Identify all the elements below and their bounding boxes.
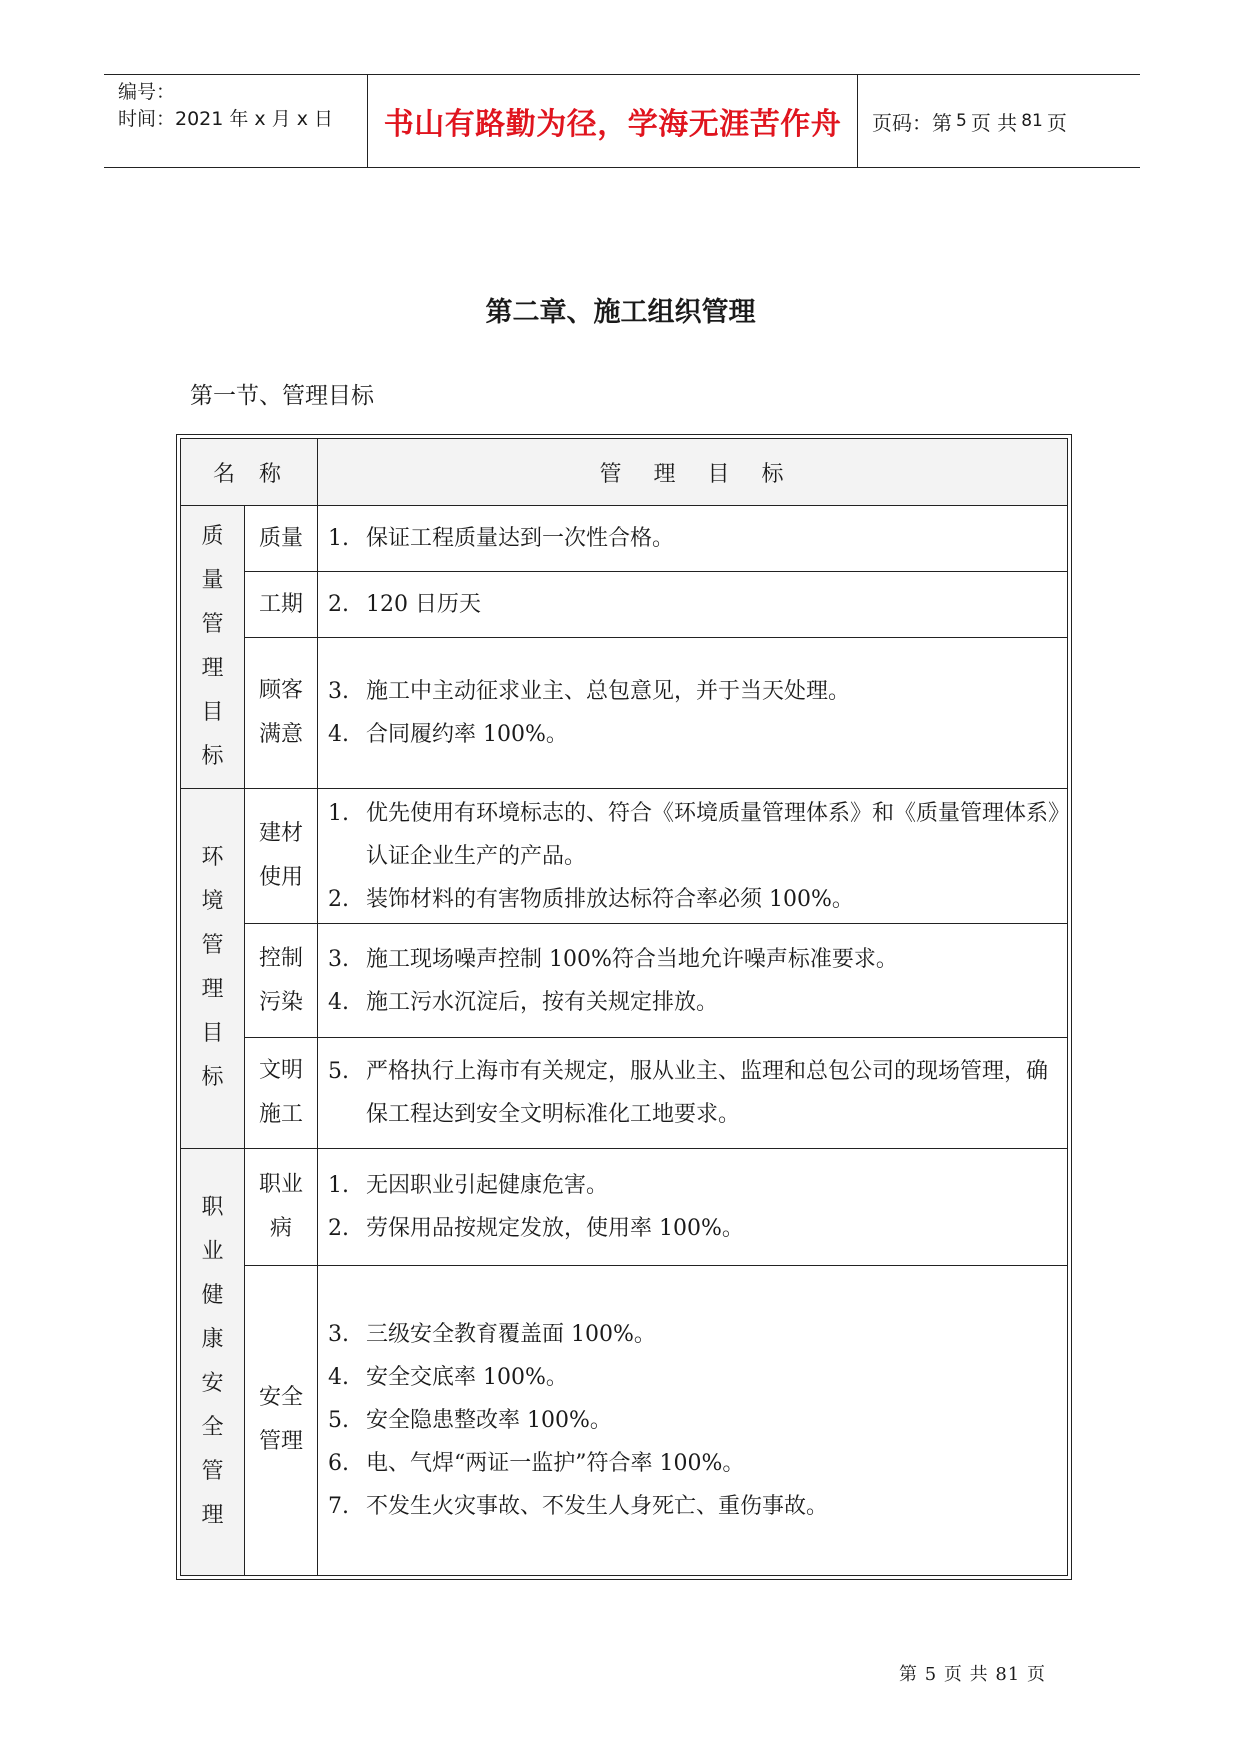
category-char: 目 — [201, 1021, 224, 1047]
section-title: 第一节、管理目标 — [190, 383, 374, 409]
goal-item-number: 3. — [328, 946, 350, 972]
goal-item — [328, 1356, 1061, 1399]
goal-item — [328, 1485, 1061, 1528]
table-row — [181, 924, 1068, 1038]
category-char: 目 — [201, 700, 224, 726]
subcategory-label: 控制污染 — [259, 945, 304, 1015]
category-char: 职 — [201, 1194, 224, 1220]
subcategory-label: 文明施工 — [259, 1058, 304, 1128]
goal-cell — [318, 506, 1068, 572]
table-row — [181, 1038, 1068, 1148]
goal-item — [328, 1207, 1061, 1250]
subcategory-label: 职业病 — [259, 1171, 304, 1241]
goal-item-text: 施工中主动征求业主、总包意见，并于当天处理。 — [366, 679, 851, 705]
management-goals-table — [176, 434, 1072, 1580]
goal-item-number: 5. — [328, 1407, 350, 1433]
goal-cell — [318, 572, 1068, 638]
goal-item — [328, 1050, 1061, 1136]
goal-item-number: 4. — [328, 722, 350, 748]
goal-item — [328, 878, 1061, 921]
table-row — [181, 789, 1068, 924]
category-char: 境 — [201, 889, 224, 915]
subcategory-cell — [245, 1265, 318, 1575]
goal-item-text: 无因职业引起健康危害。 — [366, 1172, 609, 1198]
subcategory-label: 安全管理 — [259, 1385, 304, 1455]
category-char: 标 — [201, 744, 224, 770]
goal-item — [328, 938, 1061, 981]
page-header — [104, 74, 1140, 168]
subcategory-cell — [245, 924, 318, 1038]
category-char: 管 — [201, 1458, 224, 1484]
serial-label: 编号： — [118, 81, 176, 103]
subcategory-cell — [245, 638, 318, 789]
subcategory-label: 质量 — [259, 525, 304, 551]
category-char: 理 — [201, 656, 224, 682]
category-char: 健 — [201, 1282, 224, 1308]
goal-item-text: 严格执行上海市有关规定，服从业主、监理和总包公司的现场管理，确保工程达到安全文明标准化工地要求。 — [366, 1059, 1049, 1128]
subcategory-cell — [245, 572, 318, 638]
page-mid: 页 共 — [970, 110, 1018, 135]
page-total: 81 — [1021, 111, 1043, 131]
category-char: 标 — [201, 1065, 224, 1091]
category-char: 康 — [201, 1326, 224, 1352]
subcategory-cell — [245, 1148, 318, 1265]
goal-item-text: 安全交底率 100%。 — [366, 1364, 568, 1390]
goal-item-text: 劳保用品按规定发放，使用率 100%。 — [366, 1215, 744, 1241]
subcategory-label: 顾客满意 — [259, 678, 304, 748]
header-motto: 书山有路勤为径，学海无涯苦作舟 — [368, 75, 858, 167]
goal-item — [328, 517, 1061, 560]
header-meta — [104, 75, 368, 167]
page-current: 5 — [956, 111, 967, 131]
goal-item — [328, 713, 1061, 756]
goal-item-text: 优先使用有环境标志的、符合《环境质量管理体系》和《质量管理体系》认证企业生产的产品。 — [366, 800, 1060, 869]
goal-item-text: 安全隐患整改率 100%。 — [366, 1407, 612, 1433]
subcategory-label: 建材使用 — [259, 821, 304, 891]
table-row — [181, 1148, 1068, 1265]
category-char: 环 — [201, 845, 224, 871]
category-cell — [181, 1148, 245, 1575]
column-header-goal: 管理目标 — [318, 439, 1068, 506]
goal-item-text: 电、气焊“两证一监护”符合率 100%。 — [366, 1450, 745, 1476]
category-char: 理 — [201, 977, 224, 1003]
table-row — [181, 572, 1068, 638]
subcategory-cell — [245, 789, 318, 924]
page-footer: 第 5 页 共 81 页 — [899, 1664, 1046, 1685]
goal-item-text: 合同履约率 100%。 — [366, 722, 568, 748]
goal-item-number: 7. — [328, 1493, 350, 1519]
goal-item-text: 不发生火灾事故、不发生人身死亡、重伤事故。 — [366, 1493, 829, 1519]
goal-cell — [318, 638, 1068, 789]
goal-cell — [318, 1148, 1068, 1265]
page-suffix: 页 — [1046, 110, 1067, 135]
goal-cell — [318, 789, 1068, 924]
goal-item — [328, 670, 1061, 713]
goal-item-number: 1. — [328, 1172, 350, 1198]
goal-item-text: 120 日历天 — [366, 592, 482, 618]
goal-item-number: 5. — [328, 1059, 350, 1085]
goal-item-number: 2. — [328, 1215, 350, 1241]
table-row — [181, 638, 1068, 789]
goal-item — [328, 1313, 1061, 1356]
time-label: 时间：2021 年 x 月 x 日 — [118, 108, 334, 130]
page-prefix: 页码：第 — [872, 110, 952, 135]
goal-item — [328, 981, 1061, 1024]
category-char: 量 — [201, 568, 224, 594]
category-char: 安 — [201, 1370, 224, 1396]
goal-cell — [318, 1038, 1068, 1148]
goal-item — [328, 792, 1061, 878]
goal-item-number: 3. — [328, 1321, 350, 1347]
subcategory-label: 工期 — [259, 591, 304, 617]
subcategory-cell — [245, 1038, 318, 1148]
goal-item-number: 4. — [328, 989, 350, 1015]
goal-item — [328, 1164, 1061, 1207]
subcategory-cell — [245, 506, 318, 572]
table-row — [181, 506, 1068, 572]
goal-item-text: 装饰材料的有害物质排放达标符合率必须 100%。 — [366, 886, 854, 912]
goal-item-number: 6. — [328, 1450, 350, 1476]
goal-item-text: 施工污水沉淀后，按有关规定排放。 — [366, 989, 719, 1015]
goal-item-number: 1. — [328, 800, 350, 826]
category-char: 管 — [201, 933, 224, 959]
goal-item-number: 2. — [328, 886, 350, 912]
goal-item — [328, 1442, 1061, 1485]
category-char: 管 — [201, 612, 224, 638]
goal-item-text: 三级安全教育覆盖面 100%。 — [366, 1321, 656, 1347]
goal-item — [328, 583, 1061, 626]
goal-item-text: 保证工程质量达到一次性合格。 — [366, 526, 675, 552]
goal-item-number: 1. — [328, 526, 350, 552]
table-row — [181, 1265, 1068, 1575]
goal-item-number: 2. — [328, 592, 350, 618]
goal-item-text: 施工现场噪声控制 100%符合当地允许噪声标准要求。 — [366, 946, 898, 972]
goal-item-number: 4. — [328, 1364, 350, 1390]
category-char: 业 — [201, 1238, 224, 1264]
category-cell — [181, 789, 245, 1148]
goal-item — [328, 1399, 1061, 1442]
goal-cell — [318, 1265, 1068, 1575]
header-page-number — [858, 75, 1140, 167]
goal-cell — [318, 924, 1068, 1038]
category-char: 理 — [201, 1502, 224, 1528]
category-char: 质 — [201, 524, 224, 550]
table-header-row — [181, 439, 1068, 506]
category-char: 全 — [201, 1414, 224, 1440]
goal-item-number: 3. — [328, 679, 350, 705]
column-header-name: 名称 — [181, 439, 318, 506]
category-cell — [181, 506, 245, 789]
chapter-title: 第二章、施工组织管理 — [485, 297, 756, 328]
